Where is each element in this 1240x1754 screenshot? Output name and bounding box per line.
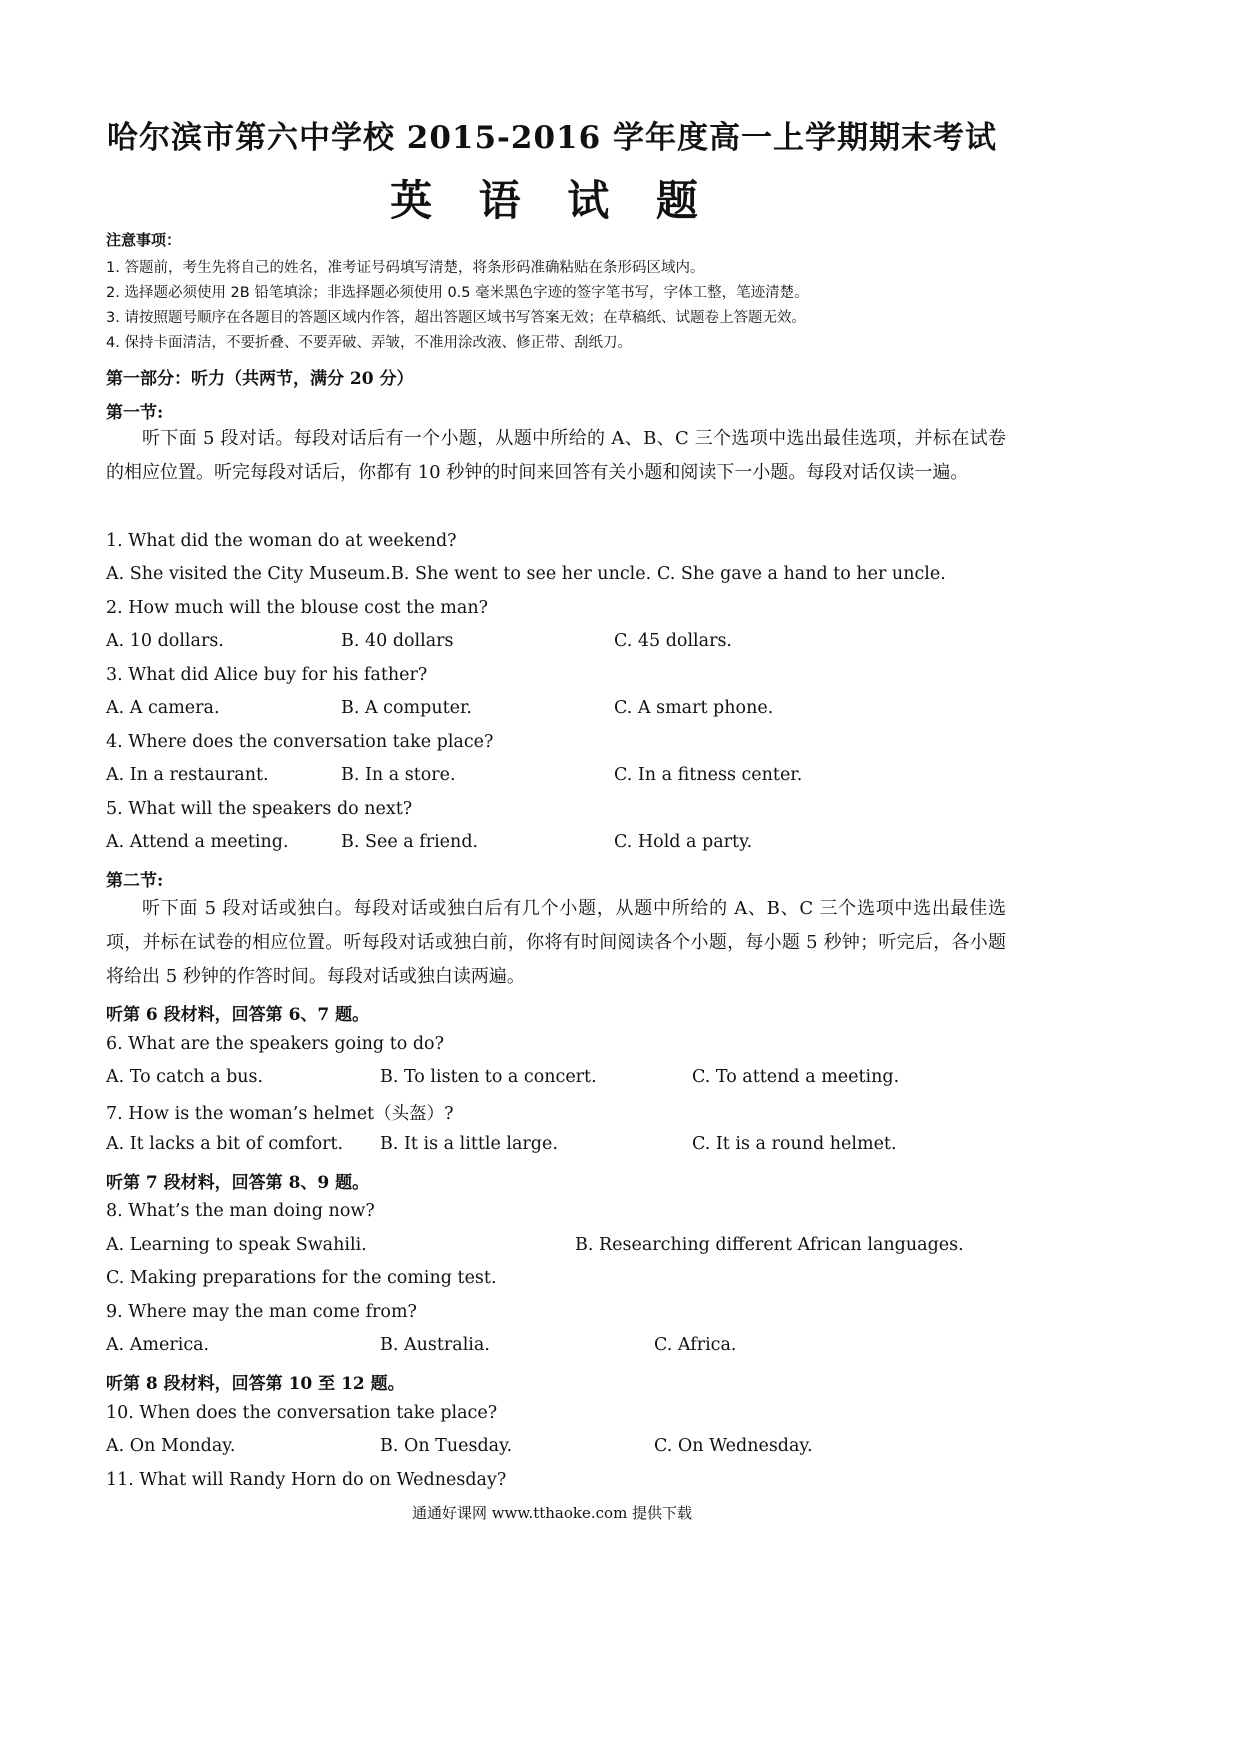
- section2-instructions: 听下面 5 段对话或独白。每段对话或独白后有几个小题，从题中所给的 A、B、C 三个选项中选出最佳选项，并标在试卷的相应位置。听每段对话或独白前，你将有时间阅读各个小题，每小题 5 秒钟；听完后，各小题将给出 5 秒钟的作答时间。每段对话或独白读两遍。: [106, 898, 1006, 987]
- q5-option-b: B. See a friend.: [341, 832, 479, 852]
- q9-option-b: B. Australia.: [380, 1335, 490, 1355]
- q1-option-c: C. She gave a hand to her uncle.: [657, 564, 946, 584]
- question-1: 1. What did the woman do at weekend?: [106, 531, 457, 551]
- note-item: 3. 请按照题号顺序在各题目的答题区域内作答，超出答题区域书写答案无效；在草稿纸、试题卷上答题无效。: [106, 310, 806, 326]
- q9-option-c: C. Africa.: [654, 1335, 737, 1355]
- question-4: 4. Where does the conversation take place?: [106, 732, 494, 752]
- section2-heading: 第二节:: [106, 871, 164, 891]
- q2-option-c: C. 45 dollars.: [614, 631, 732, 651]
- q4-option-a: A. In a restaurant.: [106, 765, 269, 785]
- question-11: 11. What will Randy Horn do on Wednesday?: [106, 1470, 507, 1490]
- q6-option-a: A. To catch a bus.: [106, 1067, 264, 1087]
- note-item: 1. 答题前，考生先将自己的姓名，准考证号码填写清楚，将条形码准确粘贴在条形码区域内。: [106, 260, 705, 276]
- q7-option-c: C. It is a round helmet.: [692, 1134, 897, 1154]
- q9-option-a: A. America.: [106, 1335, 210, 1355]
- q3-option-b: B. A computer.: [341, 698, 472, 718]
- q6-option-b: B. To listen to a concert.: [380, 1067, 597, 1087]
- q7-option-b: B. It is a little large.: [380, 1134, 558, 1154]
- question-8: 8. What’s the man doing now?: [106, 1201, 375, 1221]
- question-6: 6. What are the speakers going to do?: [106, 1034, 444, 1054]
- q5-option-c: C. Hold a party.: [614, 832, 753, 852]
- question-7: 7. How is the woman’s helmet（头盔）?: [106, 1104, 454, 1124]
- material-6-heading: 听第 6 段材料，回答第 6、7 题。: [106, 1005, 370, 1025]
- q7-option-a: A. It lacks a bit of comfort.: [106, 1134, 344, 1154]
- q10-option-c: C. On Wednesday.: [654, 1436, 813, 1456]
- question-9: 9. Where may the man come from?: [106, 1302, 417, 1322]
- q1-option-a: A. She visited the City Museum.: [106, 564, 391, 584]
- section1-instructions: 听下面 5 段对话。每段对话后有一个小题，从题中所给的 A、B、C 三个选项中选出最佳选项，并标在试卷的相应位置。听完每段对话后，你都有 10 秒钟的时间来回答有关小题和阅读下一小题。每段对话仅读一遍。: [106, 428, 1006, 483]
- note-item: 4. 保持卡面清洁，不要折叠、不要弄破、弄皱，不准用涂改液、修正带、刮纸刀。: [106, 335, 632, 351]
- q10-option-a: A. On Monday.: [106, 1436, 236, 1456]
- section1-heading: 第一节:: [106, 403, 164, 423]
- q2-option-a: A. 10 dollars.: [106, 631, 224, 651]
- question-5: 5. What will the speakers do next?: [106, 799, 413, 819]
- download-footer: 通通好课网 www.tthaoke.com 提供下载: [411, 1504, 693, 1522]
- material-8-heading: 听第 8 段材料，回答第 10 至 12 题。: [106, 1374, 405, 1394]
- material-7-heading: 听第 7 段材料，回答第 8、9 题。: [106, 1173, 370, 1193]
- exam-title: 哈尔滨市第六中学校 2015-2016 学年度高一上学期期末考试: [106, 120, 997, 156]
- q8-option-c: C. Making preparations for the coming test.: [106, 1268, 497, 1288]
- q4-option-b: B. In a store.: [341, 765, 456, 785]
- q8-option-a: A. Learning to speak Swahili.: [106, 1235, 367, 1255]
- q5-option-a: A. Attend a meeting.: [106, 832, 289, 852]
- q8-option-b: B. Researching different African languages.: [575, 1235, 964, 1255]
- question-2: 2. How much will the blouse cost the man?: [106, 598, 488, 618]
- q1-option-b: B. She went to see her uncle.: [391, 564, 652, 584]
- q2-option-b: B. 40 dollars: [341, 631, 454, 651]
- question-3: 3. What did Alice buy for his father?: [106, 665, 428, 685]
- q4-option-c: C. In a fitness center.: [614, 765, 803, 785]
- q3-option-c: C. A smart phone.: [614, 698, 774, 718]
- question-10: 10. When does the conversation take place?: [106, 1403, 498, 1423]
- note-item: 2. 选择题必须使用 2B 铅笔填涂；非选择题必须使用 0.5 毫米黑色字迹的签字笔书写，字体工整，笔迹清楚。: [106, 285, 809, 301]
- q6-option-c: C. To attend a meeting.: [692, 1067, 900, 1087]
- q3-option-a: A. A camera.: [106, 698, 220, 718]
- part1-heading: 第一部分：听力（共两节，满分 20 分）: [106, 369, 414, 389]
- q10-option-b: B. On Tuesday.: [380, 1436, 513, 1456]
- exam-subject-title: 英 语 试 题: [390, 176, 714, 225]
- notes-heading: 注意事项：: [106, 231, 182, 249]
